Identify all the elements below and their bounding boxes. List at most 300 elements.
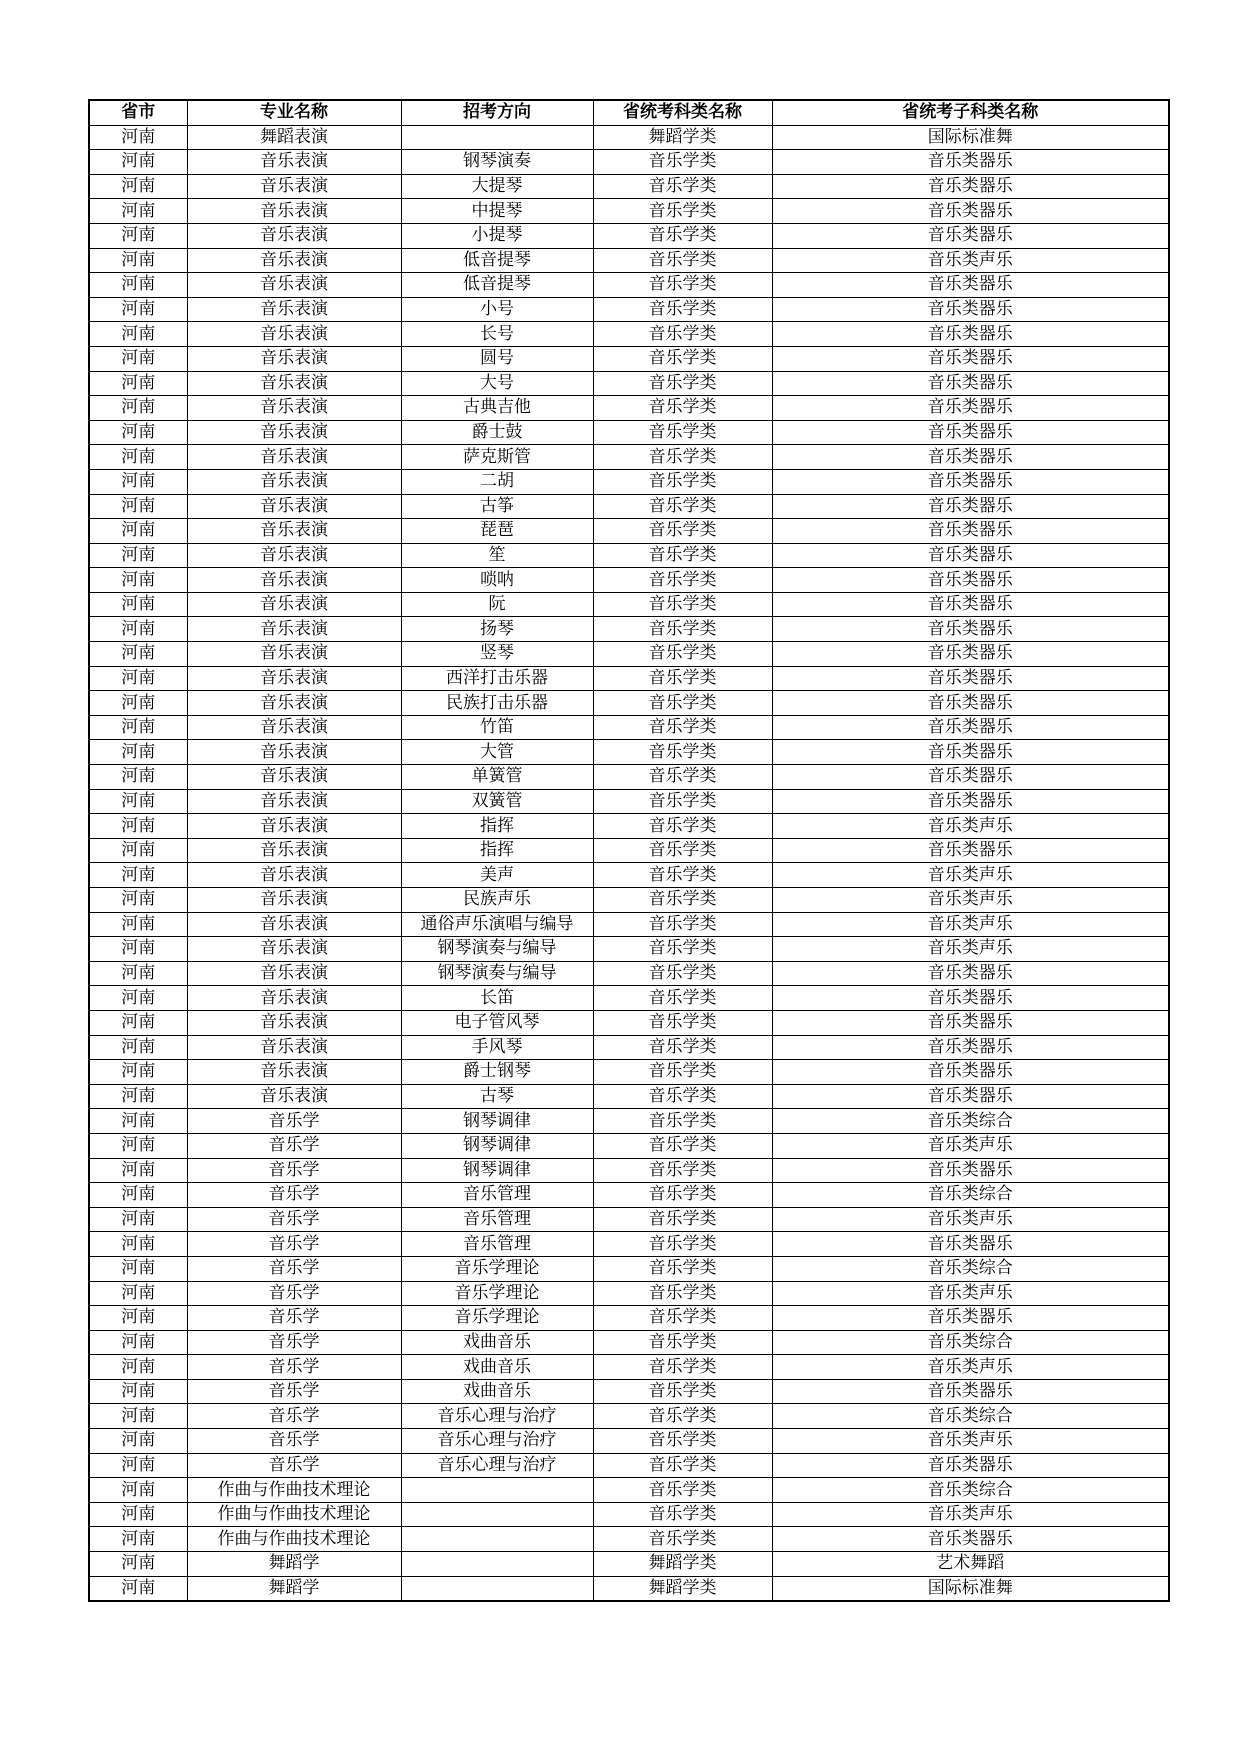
cell-exam-subcategory: 音乐类声乐 <box>772 1429 1169 1454</box>
cell-exam-category: 音乐学类 <box>593 1158 772 1183</box>
cell-exam-subcategory: 音乐类器乐 <box>772 1035 1169 1060</box>
cell-province: 河南 <box>89 1502 187 1527</box>
cell-direction: 戏曲音乐 <box>401 1379 593 1404</box>
table-row <box>89 765 1169 790</box>
cell-exam-category: 音乐学类 <box>593 519 772 544</box>
cell-province: 河南 <box>89 469 187 494</box>
cell-direction: 大管 <box>401 740 593 765</box>
cell-exam-subcategory: 音乐类器乐 <box>772 174 1169 199</box>
cell-direction: 戏曲音乐 <box>401 1330 593 1355</box>
cell-exam-subcategory: 音乐类器乐 <box>772 519 1169 544</box>
cell-exam-subcategory: 音乐类器乐 <box>772 445 1169 470</box>
cell-major-name: 作曲与作曲技术理论 <box>187 1502 401 1527</box>
table-row <box>89 371 1169 396</box>
cell-direction: 爵士鼓 <box>401 420 593 445</box>
cell-major-name: 音乐表演 <box>187 937 401 962</box>
cell-exam-subcategory: 音乐类器乐 <box>772 1084 1169 1109</box>
cell-major-name: 音乐表演 <box>187 346 401 371</box>
cell-province: 河南 <box>89 273 187 298</box>
cell-province: 河南 <box>89 814 187 839</box>
cell-major-name: 音乐表演 <box>187 642 401 667</box>
cell-direction: 音乐心理与治疗 <box>401 1453 593 1478</box>
cell-direction <box>401 1478 593 1503</box>
cell-exam-category: 音乐学类 <box>593 1060 772 1085</box>
cell-province: 河南 <box>89 346 187 371</box>
cell-province: 河南 <box>89 1060 187 1085</box>
cell-major-name: 音乐表演 <box>187 1060 401 1085</box>
cell-province: 河南 <box>89 1576 187 1601</box>
cell-exam-subcategory: 音乐类综合 <box>772 1330 1169 1355</box>
header-direction: 招考方向 <box>401 100 593 125</box>
table-row <box>89 248 1169 273</box>
cell-major-name: 音乐表演 <box>187 740 401 765</box>
cell-province: 河南 <box>89 691 187 716</box>
cell-province: 河南 <box>89 125 187 150</box>
cell-exam-category: 音乐学类 <box>593 1010 772 1035</box>
cell-exam-subcategory: 音乐类器乐 <box>772 1527 1169 1552</box>
cell-exam-category: 音乐学类 <box>593 617 772 642</box>
cell-direction: 圆号 <box>401 346 593 371</box>
cell-exam-subcategory: 音乐类器乐 <box>772 1010 1169 1035</box>
cell-province: 河南 <box>89 863 187 888</box>
cell-major-name: 音乐学 <box>187 1183 401 1208</box>
cell-exam-category: 音乐学类 <box>593 1133 772 1158</box>
cell-province: 河南 <box>89 519 187 544</box>
table-row <box>89 691 1169 716</box>
table-row <box>89 297 1169 322</box>
cell-major-name: 音乐表演 <box>187 888 401 913</box>
cell-major-name: 音乐学 <box>187 1109 401 1134</box>
cell-direction: 电子管风琴 <box>401 1010 593 1035</box>
cell-exam-category: 音乐学类 <box>593 691 772 716</box>
cell-province: 河南 <box>89 838 187 863</box>
cell-exam-subcategory: 音乐类声乐 <box>772 1502 1169 1527</box>
cell-exam-subcategory: 音乐类器乐 <box>772 273 1169 298</box>
cell-exam-category: 音乐学类 <box>593 1281 772 1306</box>
cell-province: 河南 <box>89 986 187 1011</box>
cell-direction: 竹笛 <box>401 715 593 740</box>
table-row <box>89 1527 1169 1552</box>
cell-province: 河南 <box>89 888 187 913</box>
table-row <box>89 1379 1169 1404</box>
cell-direction: 音乐学理论 <box>401 1281 593 1306</box>
cell-exam-category: 音乐学类 <box>593 642 772 667</box>
cell-province: 河南 <box>89 322 187 347</box>
table-row <box>89 568 1169 593</box>
cell-direction: 美声 <box>401 863 593 888</box>
cell-province: 河南 <box>89 445 187 470</box>
cell-major-name: 舞蹈学 <box>187 1576 401 1601</box>
cell-exam-subcategory: 音乐类器乐 <box>772 789 1169 814</box>
table-row <box>89 223 1169 248</box>
table-row <box>89 396 1169 421</box>
cell-major-name: 音乐表演 <box>187 789 401 814</box>
cell-major-name: 音乐学 <box>187 1379 401 1404</box>
cell-province: 河南 <box>89 568 187 593</box>
cell-exam-category: 音乐学类 <box>593 1232 772 1257</box>
table-row <box>89 1256 1169 1281</box>
cell-exam-category: 音乐学类 <box>593 1478 772 1503</box>
cell-direction <box>401 1552 593 1577</box>
cell-major-name: 音乐学 <box>187 1355 401 1380</box>
cell-exam-category: 音乐学类 <box>593 543 772 568</box>
table-row <box>89 1429 1169 1454</box>
table-row <box>89 986 1169 1011</box>
cell-direction: 音乐管理 <box>401 1183 593 1208</box>
cell-exam-category: 音乐学类 <box>593 912 772 937</box>
cell-exam-category: 音乐学类 <box>593 715 772 740</box>
cell-exam-category: 音乐学类 <box>593 371 772 396</box>
table-row <box>89 740 1169 765</box>
cell-major-name: 音乐表演 <box>187 174 401 199</box>
cell-exam-subcategory: 音乐类声乐 <box>772 1281 1169 1306</box>
table-row <box>89 1404 1169 1429</box>
table-row <box>89 1306 1169 1331</box>
cell-direction: 小号 <box>401 297 593 322</box>
header-major-name: 专业名称 <box>187 100 401 125</box>
table-row <box>89 642 1169 667</box>
cell-direction: 民族打击乐器 <box>401 691 593 716</box>
cell-direction: 民族声乐 <box>401 888 593 913</box>
cell-exam-subcategory: 音乐类器乐 <box>772 371 1169 396</box>
cell-major-name: 音乐学 <box>187 1232 401 1257</box>
cell-major-name: 音乐学 <box>187 1330 401 1355</box>
cell-exam-category: 音乐学类 <box>593 494 772 519</box>
cell-province: 河南 <box>89 1404 187 1429</box>
cell-major-name: 音乐表演 <box>187 666 401 691</box>
cell-direction: 钢琴演奏与编导 <box>401 961 593 986</box>
cell-direction: 古典吉他 <box>401 396 593 421</box>
cell-major-name: 音乐学 <box>187 1207 401 1232</box>
table-row <box>89 420 1169 445</box>
cell-exam-category: 音乐学类 <box>593 765 772 790</box>
cell-major-name: 音乐表演 <box>187 912 401 937</box>
cell-direction: 单簧管 <box>401 765 593 790</box>
cell-exam-category: 音乐学类 <box>593 888 772 913</box>
cell-direction: 萨克斯管 <box>401 445 593 470</box>
table-row <box>89 592 1169 617</box>
table-row <box>89 273 1169 298</box>
cell-exam-subcategory: 音乐类器乐 <box>772 223 1169 248</box>
cell-exam-category: 音乐学类 <box>593 469 772 494</box>
table-row <box>89 1207 1169 1232</box>
cell-province: 河南 <box>89 740 187 765</box>
cell-exam-subcategory: 音乐类器乐 <box>772 568 1169 593</box>
cell-major-name: 音乐表演 <box>187 691 401 716</box>
cell-exam-category: 舞蹈学类 <box>593 1576 772 1601</box>
cell-major-name: 音乐表演 <box>187 1035 401 1060</box>
cell-major-name: 音乐学 <box>187 1306 401 1331</box>
cell-exam-subcategory: 音乐类综合 <box>772 1256 1169 1281</box>
table-row <box>89 1478 1169 1503</box>
cell-province: 河南 <box>89 1355 187 1380</box>
cell-exam-subcategory: 音乐类器乐 <box>772 396 1169 421</box>
cell-major-name: 音乐学 <box>187 1133 401 1158</box>
table-row <box>89 863 1169 888</box>
table-row <box>89 125 1169 150</box>
cell-major-name: 音乐表演 <box>187 765 401 790</box>
cell-province: 河南 <box>89 543 187 568</box>
cell-direction: 钢琴演奏 <box>401 150 593 175</box>
cell-direction: 钢琴调律 <box>401 1133 593 1158</box>
cell-exam-category: 音乐学类 <box>593 396 772 421</box>
cell-direction: 音乐心理与治疗 <box>401 1404 593 1429</box>
cell-province: 河南 <box>89 1478 187 1503</box>
cell-exam-category: 音乐学类 <box>593 1355 772 1380</box>
cell-province: 河南 <box>89 297 187 322</box>
cell-province: 河南 <box>89 248 187 273</box>
cell-province: 河南 <box>89 1527 187 1552</box>
cell-province: 河南 <box>89 592 187 617</box>
table-row <box>89 617 1169 642</box>
table-row <box>89 1453 1169 1478</box>
cell-major-name: 作曲与作曲技术理论 <box>187 1478 401 1503</box>
cell-exam-subcategory: 音乐类器乐 <box>772 494 1169 519</box>
cell-major-name: 音乐表演 <box>187 814 401 839</box>
table-row <box>89 469 1169 494</box>
cell-province: 河南 <box>89 789 187 814</box>
cell-direction: 笙 <box>401 543 593 568</box>
enrollment-table <box>88 99 1170 1602</box>
cell-major-name: 音乐学 <box>187 1158 401 1183</box>
cell-exam-category: 音乐学类 <box>593 1502 772 1527</box>
cell-direction: 音乐学理论 <box>401 1306 593 1331</box>
cell-major-name: 音乐表演 <box>187 519 401 544</box>
table-row <box>89 937 1169 962</box>
cell-exam-category: 音乐学类 <box>593 814 772 839</box>
cell-exam-subcategory: 音乐类器乐 <box>772 297 1169 322</box>
cell-direction: 大号 <box>401 371 593 396</box>
cell-province: 河南 <box>89 199 187 224</box>
cell-major-name: 音乐表演 <box>187 863 401 888</box>
cell-exam-category: 音乐学类 <box>593 346 772 371</box>
cell-exam-category: 音乐学类 <box>593 248 772 273</box>
table-row <box>89 1010 1169 1035</box>
cell-province: 河南 <box>89 961 187 986</box>
cell-province: 河南 <box>89 1133 187 1158</box>
cell-major-name: 音乐学 <box>187 1429 401 1454</box>
cell-direction: 爵士钢琴 <box>401 1060 593 1085</box>
cell-exam-subcategory: 音乐类声乐 <box>772 1207 1169 1232</box>
cell-province: 河南 <box>89 1183 187 1208</box>
cell-province: 河南 <box>89 617 187 642</box>
cell-exam-subcategory: 音乐类器乐 <box>772 1306 1169 1331</box>
cell-exam-category: 音乐学类 <box>593 1453 772 1478</box>
cell-exam-subcategory: 音乐类器乐 <box>772 1232 1169 1257</box>
header-exam-subcategory: 省统考子科类名称 <box>772 100 1169 125</box>
cell-province: 河南 <box>89 912 187 937</box>
cell-exam-category: 音乐学类 <box>593 1256 772 1281</box>
cell-exam-subcategory: 音乐类器乐 <box>772 1060 1169 1085</box>
cell-major-name: 音乐学 <box>187 1256 401 1281</box>
cell-exam-subcategory: 音乐类器乐 <box>772 199 1169 224</box>
cell-exam-category: 音乐学类 <box>593 1404 772 1429</box>
cell-exam-subcategory: 音乐类综合 <box>772 1109 1169 1134</box>
cell-province: 河南 <box>89 1552 187 1577</box>
cell-province: 河南 <box>89 1256 187 1281</box>
cell-exam-category: 音乐学类 <box>593 937 772 962</box>
cell-major-name: 音乐表演 <box>187 494 401 519</box>
cell-exam-subcategory: 音乐类器乐 <box>772 346 1169 371</box>
cell-major-name: 音乐表演 <box>187 986 401 1011</box>
cell-direction <box>401 1576 593 1601</box>
cell-exam-subcategory: 音乐类综合 <box>772 1183 1169 1208</box>
cell-exam-subcategory: 音乐类器乐 <box>772 986 1169 1011</box>
table-row <box>89 888 1169 913</box>
cell-province: 河南 <box>89 223 187 248</box>
table-row <box>89 1576 1169 1601</box>
cell-exam-category: 音乐学类 <box>593 838 772 863</box>
cell-direction: 长号 <box>401 322 593 347</box>
cell-province: 河南 <box>89 1453 187 1478</box>
cell-province: 河南 <box>89 1109 187 1134</box>
cell-exam-category: 音乐学类 <box>593 961 772 986</box>
cell-major-name: 音乐表演 <box>187 199 401 224</box>
cell-direction: 钢琴调律 <box>401 1158 593 1183</box>
cell-major-name: 音乐表演 <box>187 1084 401 1109</box>
table-row <box>89 1355 1169 1380</box>
cell-exam-subcategory: 音乐类器乐 <box>772 420 1169 445</box>
table-row <box>89 1183 1169 1208</box>
table-row <box>89 961 1169 986</box>
cell-exam-subcategory: 音乐类器乐 <box>772 1379 1169 1404</box>
cell-exam-category: 音乐学类 <box>593 174 772 199</box>
cell-major-name: 音乐表演 <box>187 568 401 593</box>
cell-exam-subcategory: 音乐类器乐 <box>772 150 1169 175</box>
table-row <box>89 519 1169 544</box>
cell-exam-category: 音乐学类 <box>593 223 772 248</box>
cell-province: 河南 <box>89 150 187 175</box>
cell-exam-category: 音乐学类 <box>593 1084 772 1109</box>
cell-exam-category: 音乐学类 <box>593 986 772 1011</box>
table-row <box>89 1552 1169 1577</box>
cell-direction: 戏曲音乐 <box>401 1355 593 1380</box>
cell-major-name: 作曲与作曲技术理论 <box>187 1527 401 1552</box>
cell-exam-subcategory: 音乐类声乐 <box>772 888 1169 913</box>
cell-major-name: 音乐表演 <box>187 223 401 248</box>
cell-major-name: 音乐表演 <box>187 543 401 568</box>
cell-direction: 唢呐 <box>401 568 593 593</box>
cell-direction: 低音提琴 <box>401 273 593 298</box>
cell-exam-subcategory: 音乐类器乐 <box>772 765 1169 790</box>
cell-major-name: 音乐表演 <box>187 838 401 863</box>
cell-province: 河南 <box>89 1330 187 1355</box>
cell-exam-category: 音乐学类 <box>593 1429 772 1454</box>
cell-direction: 手风琴 <box>401 1035 593 1060</box>
table-row <box>89 543 1169 568</box>
cell-direction: 竖琴 <box>401 642 593 667</box>
cell-exam-category: 音乐学类 <box>593 322 772 347</box>
cell-direction: 小提琴 <box>401 223 593 248</box>
cell-direction: 钢琴调律 <box>401 1109 593 1134</box>
cell-major-name: 音乐表演 <box>187 297 401 322</box>
table-row <box>89 1035 1169 1060</box>
cell-major-name: 舞蹈学 <box>187 1552 401 1577</box>
cell-exam-subcategory: 音乐类声乐 <box>772 937 1169 962</box>
cell-exam-subcategory: 音乐类器乐 <box>772 961 1169 986</box>
table-row <box>89 150 1169 175</box>
cell-exam-category: 音乐学类 <box>593 592 772 617</box>
cell-exam-subcategory: 音乐类声乐 <box>772 1355 1169 1380</box>
cell-exam-subcategory: 音乐类声乐 <box>772 248 1169 273</box>
table-row <box>89 666 1169 691</box>
table-row <box>89 789 1169 814</box>
cell-province: 河南 <box>89 765 187 790</box>
cell-province: 河南 <box>89 371 187 396</box>
cell-direction: 双簧管 <box>401 789 593 814</box>
cell-exam-category: 音乐学类 <box>593 199 772 224</box>
cell-province: 河南 <box>89 715 187 740</box>
cell-exam-subcategory: 音乐类器乐 <box>772 691 1169 716</box>
cell-province: 河南 <box>89 1158 187 1183</box>
cell-major-name: 音乐表演 <box>187 961 401 986</box>
cell-province: 河南 <box>89 1232 187 1257</box>
cell-exam-subcategory: 音乐类综合 <box>772 1478 1169 1503</box>
cell-direction: 音乐心理与治疗 <box>401 1429 593 1454</box>
cell-major-name: 音乐表演 <box>187 445 401 470</box>
cell-province: 河南 <box>89 642 187 667</box>
cell-direction: 阮 <box>401 592 593 617</box>
cell-province: 河南 <box>89 1010 187 1035</box>
table-row <box>89 445 1169 470</box>
cell-province: 河南 <box>89 1379 187 1404</box>
cell-major-name: 音乐表演 <box>187 322 401 347</box>
cell-major-name: 音乐表演 <box>187 396 401 421</box>
cell-exam-category: 音乐学类 <box>593 1379 772 1404</box>
cell-exam-subcategory: 国际标准舞 <box>772 125 1169 150</box>
cell-direction: 中提琴 <box>401 199 593 224</box>
cell-exam-subcategory: 音乐类器乐 <box>772 666 1169 691</box>
cell-direction: 音乐学理论 <box>401 1256 593 1281</box>
cell-exam-subcategory: 音乐类声乐 <box>772 912 1169 937</box>
cell-exam-subcategory: 音乐类器乐 <box>772 740 1169 765</box>
cell-exam-category: 音乐学类 <box>593 297 772 322</box>
cell-major-name: 音乐表演 <box>187 469 401 494</box>
cell-exam-category: 音乐学类 <box>593 420 772 445</box>
table-row <box>89 1232 1169 1257</box>
cell-direction: 通俗声乐演唱与编导 <box>401 912 593 937</box>
table-row <box>89 1133 1169 1158</box>
cell-major-name: 音乐表演 <box>187 617 401 642</box>
cell-major-name: 音乐表演 <box>187 150 401 175</box>
cell-exam-subcategory: 音乐类器乐 <box>772 1453 1169 1478</box>
table-row <box>89 838 1169 863</box>
cell-major-name: 音乐表演 <box>187 592 401 617</box>
table-header-row <box>89 100 1169 125</box>
cell-direction: 音乐管理 <box>401 1232 593 1257</box>
table-row <box>89 1502 1169 1527</box>
cell-major-name: 音乐表演 <box>187 248 401 273</box>
table-row <box>89 1060 1169 1085</box>
cell-direction: 二胡 <box>401 469 593 494</box>
cell-exam-subcategory: 国际标准舞 <box>772 1576 1169 1601</box>
cell-exam-category: 音乐学类 <box>593 1109 772 1134</box>
cell-exam-subcategory: 音乐类器乐 <box>772 543 1169 568</box>
cell-major-name: 音乐表演 <box>187 273 401 298</box>
table-row <box>89 322 1169 347</box>
table-body <box>89 125 1169 1601</box>
cell-province: 河南 <box>89 494 187 519</box>
cell-major-name: 音乐表演 <box>187 715 401 740</box>
cell-province: 河南 <box>89 666 187 691</box>
cell-province: 河南 <box>89 1035 187 1060</box>
cell-direction: 西洋打击乐器 <box>401 666 593 691</box>
cell-exam-category: 音乐学类 <box>593 666 772 691</box>
cell-province: 河南 <box>89 420 187 445</box>
cell-exam-category: 音乐学类 <box>593 568 772 593</box>
cell-direction: 古筝 <box>401 494 593 519</box>
cell-direction: 大提琴 <box>401 174 593 199</box>
